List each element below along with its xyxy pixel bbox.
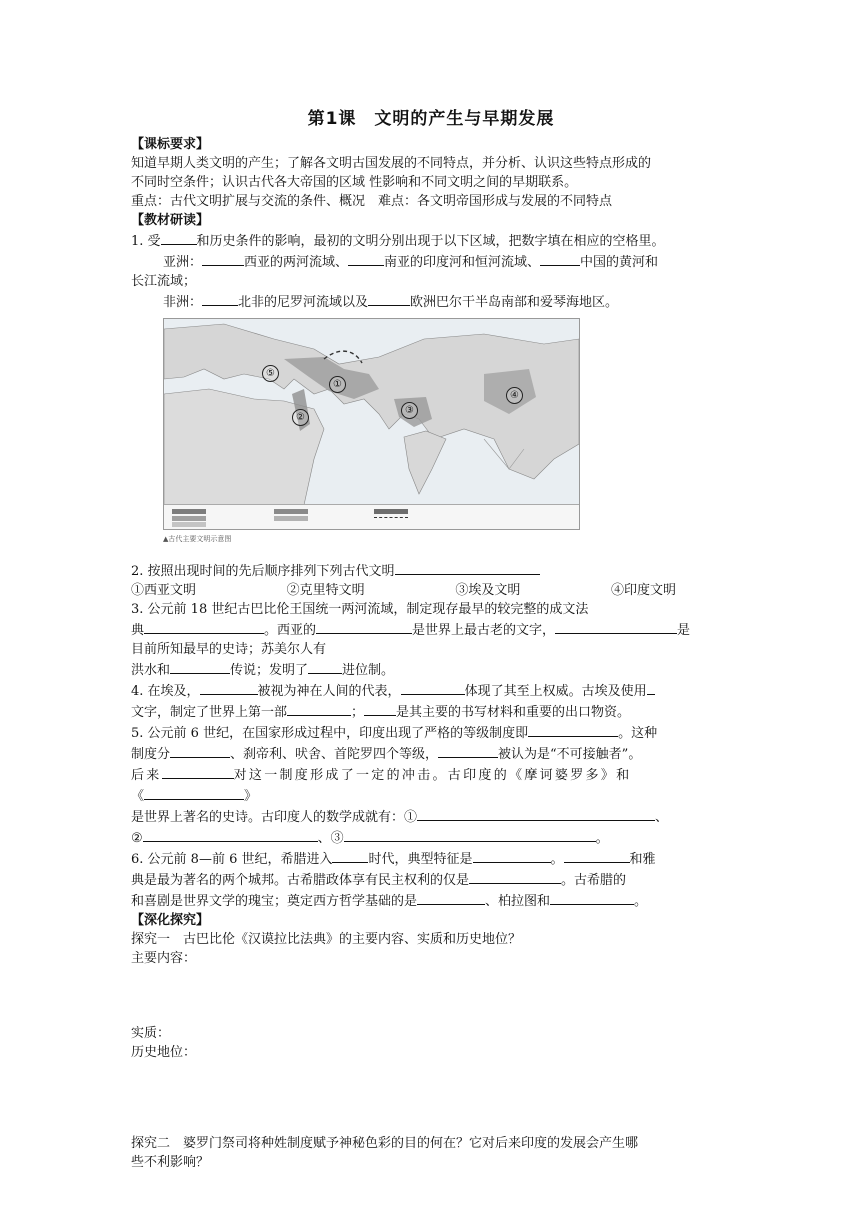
q1-blank-europe[interactable]: [368, 291, 410, 306]
map-caption: ▲古代主要文明示意图: [163, 535, 232, 543]
map-marker-1: ①: [329, 376, 346, 393]
q5-blank-math-1[interactable]: [417, 806, 655, 821]
explore-1-content-label: 主要内容：: [131, 951, 197, 966]
q1-blank-north-africa[interactable]: [202, 291, 238, 306]
q1-blank-south-asia[interactable]: [348, 251, 384, 266]
q6-line-2: 典是最为著名的两个城邦。古希腊政体享有民主权利的仅是 。古希腊的: [131, 869, 731, 890]
q6-line-1: 6. 公元前 8—前 6 世纪，希腊进入 时代，典型特征是 。 和雅: [131, 848, 731, 869]
answer-space[interactable]: [131, 968, 731, 1024]
legend-swatch: [274, 509, 308, 514]
q4-blank-pharaoh[interactable]: [200, 680, 258, 695]
q5-blank-math-2[interactable]: [143, 827, 318, 842]
map-legend: [164, 504, 579, 529]
q4-blank-calendar[interactable]: [287, 701, 351, 716]
worksheet: [131, 104, 731, 1172]
q5-blank-math-3[interactable]: [344, 827, 596, 842]
q3-line-4: 洪水和 传说；发明了 进位制。: [131, 659, 731, 680]
page-title: 第1课 文明的产生与早期发展: [307, 109, 555, 129]
q5-line-1: 5. 公元前 6 世纪，在国家形成过程中，印度出现了严格的等级制度即 。这种: [131, 722, 731, 743]
q6-blank-sparta[interactable]: [564, 848, 630, 863]
q1-asia: 亚洲： 西亚的两河流域、 南亚的印度河和恒河流域、 中国的黄河和: [131, 251, 731, 272]
q5-blank-buddhism[interactable]: [162, 764, 234, 779]
map-drawing: [164, 319, 579, 505]
q5-blank-ramayana[interactable]: [144, 785, 244, 800]
q3-line-2: 典 。西亚的 是世界上最古老的文字， 是: [131, 619, 731, 640]
q6-blank-socrates[interactable]: [417, 890, 485, 905]
q2-option-3: ③埃及文明: [455, 583, 521, 598]
legend-swatch: [274, 516, 308, 521]
key-difficult-points: 重点：古代文明扩展与交流的条件、概况 难点：各文明帝国形成与发展的不同特点: [131, 194, 613, 209]
q3-blank-base[interactable]: [308, 659, 342, 674]
q1-blank-condition[interactable]: [161, 230, 197, 245]
legend-swatch: [374, 509, 408, 514]
q1-blank-china[interactable]: [540, 251, 580, 266]
q3-blank-legend[interactable]: [170, 659, 230, 674]
map-marker-5: ⑤: [262, 365, 279, 382]
q3-line-1: 3. 公元前 18 世纪古巴比伦王国统一两河流域，制定现存最早的较完整的成文法: [131, 602, 589, 617]
q2-options: [131, 581, 676, 600]
requirements-text-2: 不同时空条件；认识古代各大帝国的区域 性影响和不同文明之间的早期联系。: [131, 175, 578, 190]
q6-blank-era[interactable]: [332, 848, 368, 863]
q5-line-2: 制度分 、刹帝利、吠舍、首陀罗四个等级， 被认为是“不可接触者”。: [131, 743, 731, 764]
map-marker-4: ④: [506, 387, 523, 404]
q3-blank-script[interactable]: [316, 619, 412, 634]
requirements-text-1: 知道早期人类文明的产生；了解各文明古国发展的不同特点，并分析、认识这些特点形成的: [131, 156, 652, 171]
legend-swatch: [172, 522, 206, 527]
q1-line-1: 1. 受 和历史条件的影响，最初的文明分别出现于以下区域，把数字填在相应的空格里。: [131, 230, 731, 251]
q2-option-1: ①西亚文明: [131, 583, 197, 598]
explore-2-question-1: 探究二 婆罗门祭司将种姓制度赋予神秘色彩的目的何在？它对后来印度的发展会产生哪: [131, 1136, 639, 1151]
explore-2-question-2: 些不利影响？: [131, 1155, 210, 1170]
q2-blank-order[interactable]: [395, 560, 540, 575]
q6-blank-aristotle[interactable]: [550, 890, 634, 905]
explore-1-status-label: 历史地位：: [131, 1045, 197, 1060]
q5-blank-caste[interactable]: [528, 722, 618, 737]
q4-blank-script[interactable]: [647, 680, 655, 695]
q1-africa: 非洲： 北非的尼罗河流域以及 欧洲巴尔干半岛南部和爱琴海地区。: [131, 291, 731, 312]
q5-line-4: 《 》: [131, 785, 731, 806]
q6-line-3: 和喜剧是世界文学的瑰宝；奠定西方哲学基础的是 、柏拉图和 。: [131, 890, 731, 911]
q2-line: 2. 按照出现时间的先后顺序排列下列古代文明: [131, 560, 731, 581]
q6-blank-feature[interactable]: [473, 848, 551, 863]
q5-blank-untouchable[interactable]: [438, 743, 498, 758]
answer-space[interactable]: [131, 1062, 731, 1134]
q4-line-2: 文字，制定了世界上第一部 ； 是其主要的书写材料和重要的出口物资。: [131, 701, 731, 722]
q5-line-3: 后来 对这一制度形成了一定的冲击。古印度的《摩诃婆罗多》和: [131, 764, 731, 785]
q2-option-4: ④印度文明: [610, 583, 676, 598]
explore-1-essence-label: 实质：: [131, 1026, 171, 1041]
q1-asia-cont: 长江流域；: [131, 274, 197, 289]
q2-option-2: ②克里特文明: [286, 583, 365, 598]
section-requirements: 【课标要求】: [131, 137, 210, 152]
q6-blank-citizens[interactable]: [469, 869, 561, 884]
section-deepening: 【深化探究】: [131, 913, 210, 928]
q5-line-5: 是世界上著名的史诗。古印度人的数学成就有：① 、: [131, 806, 731, 827]
q1-blank-west-asia[interactable]: [202, 251, 244, 266]
q4-line-1: 4. 在埃及， 被视为神在人间的代表， 体现了其至上权威。古埃及使用: [131, 680, 731, 701]
legend-swatch: [374, 517, 408, 520]
q3-blank-code[interactable]: [144, 619, 264, 634]
q3-line-3: 目前所知最早的史诗；苏美尔人有: [131, 642, 327, 657]
ancient-civilizations-map: [163, 318, 580, 530]
q5-blank-brahmin[interactable]: [170, 743, 230, 758]
legend-swatch: [172, 509, 206, 514]
legend-swatch: [172, 516, 206, 521]
q5-line-6: ② 、③ 。: [131, 827, 731, 848]
map-marker-3: ③: [401, 402, 418, 419]
section-reading: 【教材研读】: [131, 213, 210, 228]
q4-blank-pyramid[interactable]: [401, 680, 465, 695]
explore-1-question: 探究一 古巴比伦《汉谟拉比法典》的主要内容、实质和历史地位？: [131, 932, 522, 947]
q3-blank-epic[interactable]: [555, 619, 677, 634]
q4-blank-papyrus[interactable]: [364, 701, 396, 716]
map-marker-2: ②: [292, 409, 309, 426]
